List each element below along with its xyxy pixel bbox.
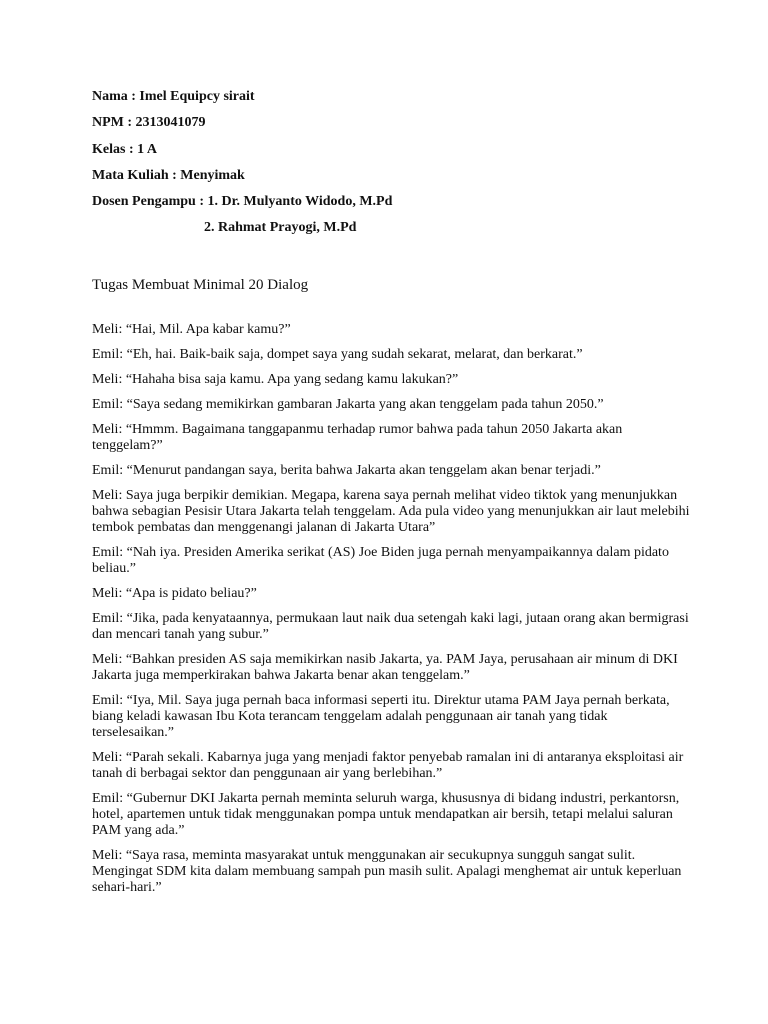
dialog-line: Emil: “Eh, hai. Baik-baik saja, dompet saya yang sudah sekarat, melarat, dan berkarat.” [92, 347, 583, 363]
document-page [92, 88, 692, 905]
dialog-line: Meli: “Hahaha bisa saja kamu. Apa yang sedang kamu lakukan?” [92, 372, 459, 388]
dialog-line: Emil: “Jika, pada kenyataannya, permukaan laut naik dua setengah kaki lagi, jutaan orang akan bermigrasi dan mencari tanah yang subur.” [92, 611, 689, 643]
dialog-line: Meli: “Hmmm. Bagaimana tanggapanmu terhadap rumor bahwa pada tahun 2050 Jakarta akan tenggelam?” [92, 422, 623, 454]
dialog-line: Emil: “Menurut pandangan saya, berita bahwa Jakarta akan tenggelam akan benar terjadi.” [92, 463, 601, 479]
student-name: Nama : Imel Equipcy sirait [92, 89, 255, 104]
dialog-line: Meli: “Apa is pidato beliau?” [92, 586, 257, 602]
lecturer-2: 2. Rahmat Prayogi, M.Pd [204, 220, 357, 236]
assignment-title: Tugas Membuat Minimal 20 Dialog [92, 277, 309, 294]
identity-header [92, 88, 692, 236]
dialog-list [92, 322, 692, 896]
dialog-line: Meli: Saya juga berpikir demikian. Megapa, karena saya pernah melihat video tiktok yang menunjukkan bahwa sebagian Pesisir Utara Jakarta telah tenggelam. Ada pula video yang menunjukkan air laut melebihi tembok pembatas dan menggenangi jalanan di Jakarta Utara” [92, 488, 690, 536]
dialog-line: Emil: “Nah iya. Presiden Amerika serikat (AS) Joe Biden juga pernah menyampaikannya dalam pidato beliau.” [92, 545, 669, 577]
dialog-line: Emil: “Saya sedang memikirkan gambaran Jakarta yang akan tenggelam pada tahun 2050.” [92, 397, 604, 413]
lecturer-1: Dosen Pengampu : 1. Dr. Mulyanto Widodo, M.Pd [92, 194, 393, 210]
dialog-line: Meli: “Bahkan presiden AS saja memikirkan nasib Jakarta, ya. PAM Jaya, perusahaan air minum di DKI Jakarta juga memperkirakan bahwa Jakarta benar akan tenggelam.” [92, 652, 678, 684]
dialog-line: Meli: “Hai, Mil. Apa kabar kamu?” [92, 322, 291, 338]
dialog-line: Emil: “Gubernur DKI Jakarta pernah meminta seluruh warga, khususnya di bidang industri, perkantorsn, hotel, apartemen untuk tidak menggunakan pompa untuk mendapatkan air bersih, tetapi melalui saluran PAM yang ada.” [92, 791, 680, 839]
dialog-line: Meli: “Parah sekali. Kabarnya juga yang menjadi faktor penyebab ramalan ini di antaranya eksploitasi air tanah di berbagai sektor dan penggunaan air yang berlebihan.” [92, 750, 684, 782]
student-npm: NPM : 2313041079 [92, 115, 206, 131]
student-class: Kelas : 1 A [92, 141, 157, 157]
dialog-line: Meli: “Saya rasa, meminta masyarakat untuk menggunakan air secukupnya sungguh sangat sulit. Mengingat SDM kita dalam membuang sampah pun masih sulit. Apalagi menghemat air untuk keperluan sehari-hari.” [92, 848, 682, 896]
dialog-line: Emil: “Iya, Mil. Saya juga pernah baca informasi seperti itu. Direktur utama PAM Jaya pernah berkata, biang keladi kawasan Ibu Kota terancam tenggelam adalah penggunaan air tanah yang tidak terselesaikan.” [92, 693, 670, 741]
course-name: Mata Kuliah : Menyimak [92, 167, 245, 183]
